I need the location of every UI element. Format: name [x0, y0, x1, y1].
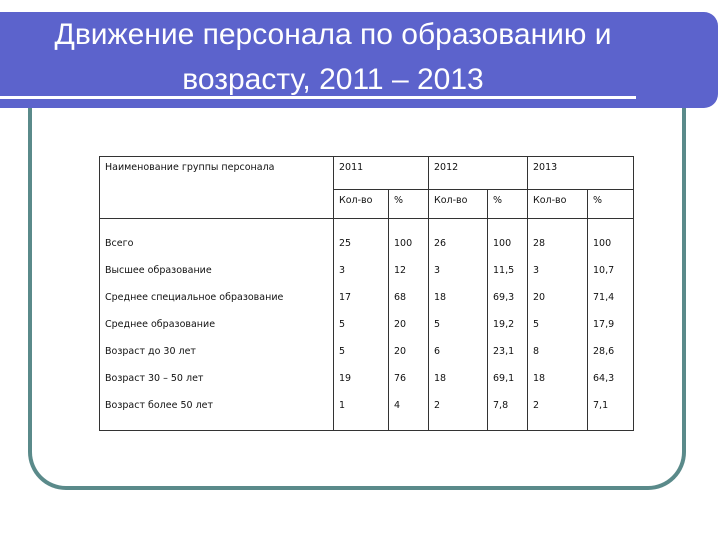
slide-title [0, 12, 666, 102]
value-cell: 19,2 [493, 318, 515, 330]
value-cell: 25 [339, 237, 352, 249]
value-cell: 10,7 [593, 264, 615, 276]
values-count-2011 [334, 219, 389, 431]
year-header-2013: 2013 [528, 157, 634, 190]
value-cell: 4 [394, 399, 401, 411]
value-cell: 18 [434, 372, 447, 384]
group-header-spacer [100, 190, 334, 219]
table-body-row [100, 219, 634, 431]
values-count-2013 [528, 219, 588, 431]
value-cell: 3 [339, 264, 346, 276]
group-header-cell: Наименование группы персонала [100, 157, 334, 190]
value-cell: 20 [394, 318, 407, 330]
value-cell: 26 [434, 237, 447, 249]
staff-table [99, 156, 634, 431]
value-cell: 1 [339, 399, 346, 411]
value-cell: 5 [339, 345, 346, 357]
values-percent-2011 [389, 219, 429, 431]
value-cell: 20 [533, 291, 546, 303]
value-cell: 28 [533, 237, 546, 249]
value-cell: 5 [339, 318, 346, 330]
value-cell: 8 [533, 345, 540, 357]
row-label: Всего [105, 237, 134, 249]
row-label: Возраст 30 – 50 лет [105, 372, 204, 384]
value-cell: 3 [533, 264, 540, 276]
value-cell: 11,5 [493, 264, 515, 276]
value-cell: 100 [493, 237, 512, 249]
title-line-1: Движение персонала по образованию и [54, 18, 612, 51]
value-cell: 64,3 [593, 372, 615, 384]
value-cell: 71,4 [593, 291, 615, 303]
value-cell: 17 [339, 291, 352, 303]
subheader-percent-2013: % [588, 190, 634, 219]
value-cell: 5 [533, 318, 540, 330]
values-percent-2013 [588, 219, 634, 431]
value-cell: 69,3 [493, 291, 515, 303]
value-cell: 7,1 [593, 399, 609, 411]
value-cell: 20 [394, 345, 407, 357]
value-cell: 19 [339, 372, 352, 384]
value-cell: 18 [533, 372, 546, 384]
subheader-count-2012: Кол-во [429, 190, 488, 219]
value-cell: 2 [434, 399, 441, 411]
value-cell: 18 [434, 291, 447, 303]
row-label: Возраст до 30 лет [105, 345, 196, 357]
value-cell: 6 [434, 345, 441, 357]
value-cell: 100 [593, 237, 612, 249]
value-cell: 7,8 [493, 399, 509, 411]
value-cell: 28,6 [593, 345, 615, 357]
value-cell: 3 [434, 264, 441, 276]
title-line-2: возрасту, 2011 – 2013 [182, 63, 484, 96]
value-cell: 23,1 [493, 345, 515, 357]
subheader-count-2013: Кол-во [528, 190, 588, 219]
values-count-2012 [429, 219, 488, 431]
subheader-percent-2012: % [488, 190, 528, 219]
value-cell: 5 [434, 318, 441, 330]
table-subheader-row [100, 190, 634, 219]
value-cell: 2 [533, 399, 540, 411]
value-cell: 17,9 [593, 318, 615, 330]
value-cell: 12 [394, 264, 407, 276]
year-header-2012: 2012 [429, 157, 528, 190]
year-header-2011: 2011 [334, 157, 429, 190]
row-label: Возраст более 50 лет [105, 399, 214, 411]
value-cell: 76 [394, 372, 407, 384]
value-cell: 68 [394, 291, 407, 303]
subheader-count-2011: Кол-во [334, 190, 389, 219]
subheader-percent-2011: % [389, 190, 429, 219]
title-underline [0, 96, 636, 99]
value-cell: 100 [394, 237, 413, 249]
row-label: Среднее образование [105, 318, 216, 330]
row-label: Среднее специальное образование [105, 291, 284, 303]
table-header-row [100, 157, 634, 190]
row-labels-cell [100, 219, 334, 431]
row-label: Высшее образование [105, 264, 212, 276]
values-percent-2012 [488, 219, 528, 431]
value-cell: 69,1 [493, 372, 515, 384]
